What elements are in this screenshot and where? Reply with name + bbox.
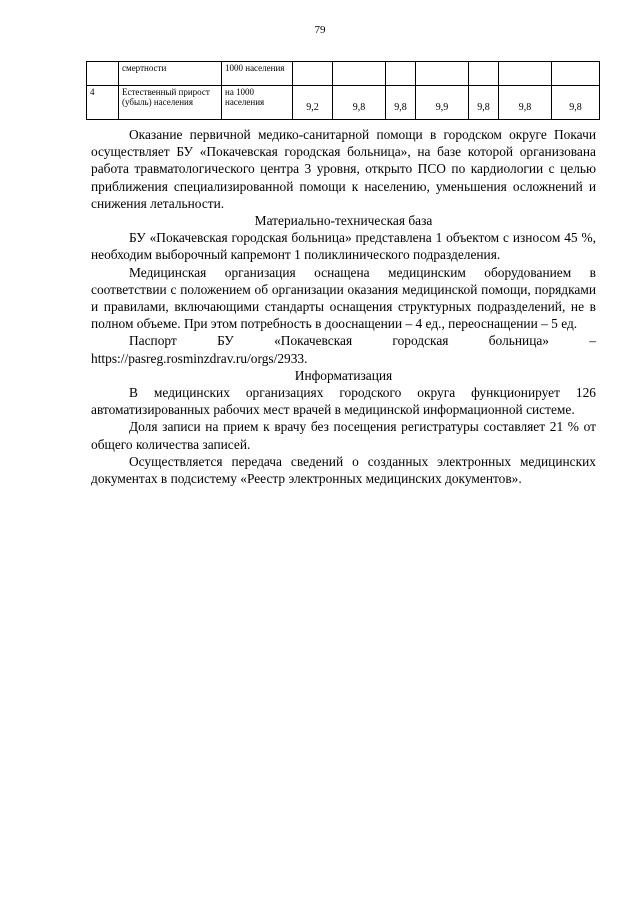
year-value xyxy=(386,62,416,86)
table-row xyxy=(87,62,600,86)
row-number: 4 xyxy=(87,86,119,120)
year-value: 9,2 xyxy=(293,86,333,120)
paragraph-online-booking: Доля записи на прием к врачу без посещения регистратуры составляет 21 % от общего количества записей. xyxy=(91,419,596,452)
paragraph-building-wear: БУ «Покачевская городская больница» представлена 1 объектом с износом 45 %, необходим выборочный капремонт 1 поликлинического подразделения. xyxy=(91,230,596,263)
indicator-unit: на 1000 населения xyxy=(222,86,293,120)
document-body xyxy=(91,126,596,487)
page-number: 79 xyxy=(314,24,326,36)
indicator-name: смертности xyxy=(119,62,222,86)
year-value: 9,8 xyxy=(333,86,386,120)
year-value: 9,8 xyxy=(469,86,499,120)
row-number xyxy=(87,62,119,86)
indicator-unit: 1000 населения xyxy=(222,62,293,86)
section-heading-informatization: Информатизация xyxy=(294,367,393,383)
table-row xyxy=(87,86,600,120)
year-value xyxy=(416,62,469,86)
year-value: 9,8 xyxy=(552,86,600,120)
section-heading-material-base: Материально-техническая база xyxy=(254,213,433,229)
statistics-table xyxy=(86,61,600,120)
year-value xyxy=(293,62,333,86)
paragraph-primary-care: Оказание первичной медико-санитарной помощи в городском округе Покачи осуществляет БУ «Покачевская городская больница», на базе которой организована работа травматологического центра 3 уровня, открыто ПСО по кардиологии с целью приближения специализированной помощи к населению, уменьшения осложнений и снижения летальности. xyxy=(91,127,596,211)
year-value: 9,9 xyxy=(416,86,469,120)
year-value xyxy=(333,62,386,86)
year-value: 9,8 xyxy=(386,86,416,120)
paragraph-emr-registry: Осуществляется передача сведений о созданных электронных медицинских документах в подсистему «Реестр электронных медицинских документов». xyxy=(91,453,596,487)
paragraph-equipment: Медицинская организация оснащена медицинским оборудованием в соответствии с положением об организации оказания медицинской помощи, порядками и правилами, включающими стандарты оснащения структурных подразделений, не в полном объеме. При этом потребность в дооснащении – 4 ед., переоснащении – 5 ед. xyxy=(91,264,596,332)
indicator-name: Естественный прирост (убыль) населения xyxy=(119,86,222,120)
paragraph-workstations: В медицинских организациях городского округа функционирует 126 автоматизированных рабочих мест врачей в медицинской информационной системе. xyxy=(91,385,596,418)
year-value xyxy=(552,62,600,86)
year-value xyxy=(499,62,552,86)
year-value xyxy=(469,62,499,86)
year-value: 9,8 xyxy=(499,86,552,120)
paragraph-passport-link: Паспорт БУ «Покачевская городская больница» – https://pasreg.rosminzdrav.ru/orgs/2933. xyxy=(91,333,596,366)
